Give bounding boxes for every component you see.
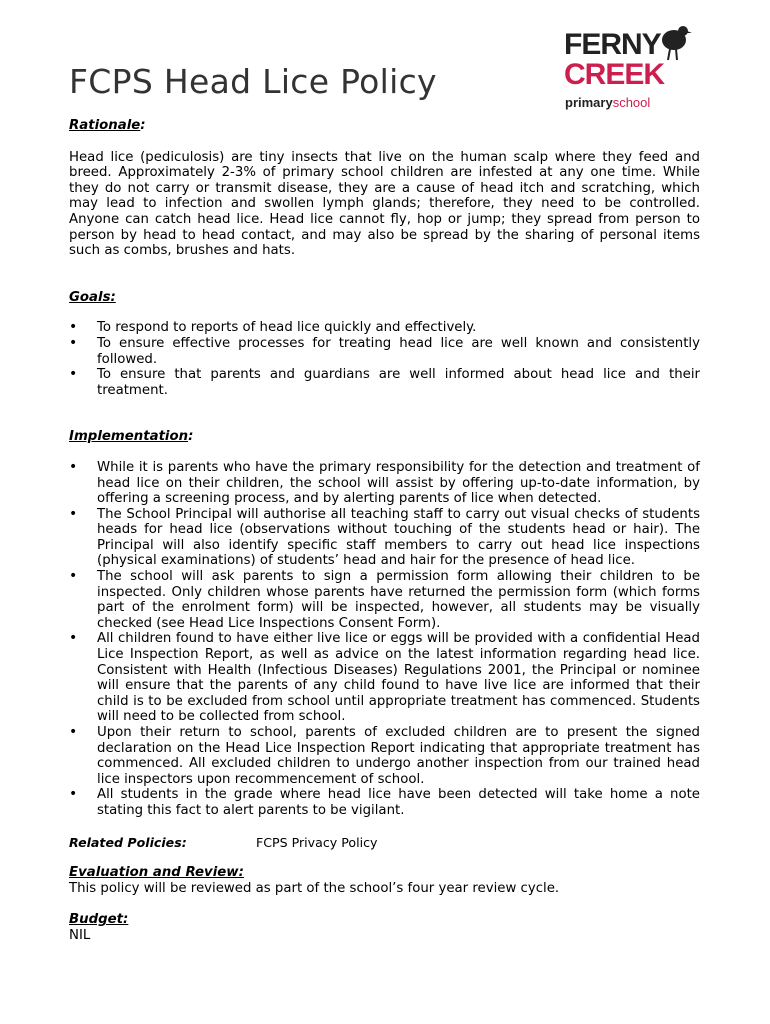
logo-primary: primary xyxy=(565,95,613,110)
school-logo xyxy=(560,18,694,116)
implementation-list xyxy=(69,460,700,819)
evaluation-heading: Evaluation and Review: xyxy=(69,865,244,881)
goals-heading: Goals: xyxy=(69,289,116,305)
list-item: • The School Principal will authorise all teaching staff to carry out visual checks of students heads for head lice (observations without touching of the students head or hair). The Principal will also identify specific staff members to carry out head lice inspections (physical examinations) of students’ head and hair for the presence of head lice. xyxy=(69,507,700,569)
evaluation-text: This policy will be reviewed as part of the school’s four year review cycle. xyxy=(69,880,560,896)
rationale-section xyxy=(69,118,700,259)
goals-section xyxy=(69,290,700,399)
related-policies-value: FCPS Privacy Policy xyxy=(256,834,378,850)
logo-word-ferny: FERNY xyxy=(564,28,661,61)
list-item: • The school will ask parents to sign a permission form allowing their children to be inspected. Only children whose parents have returned the permission form (which forms part of the enrolment form) will be inspected, however, all students may be visually checked (see Head Lice Inspections Consent Form). xyxy=(69,569,700,631)
page-title: FCPS Head Lice Policy xyxy=(69,62,437,101)
implementation-heading: Implementation xyxy=(69,429,189,445)
rationale-text: Head lice (pediculosis) are tiny insects that live on the human scalp where they feed and breed. Approximately 2-3% of primary school children are infested at any one time. While they do not carry or transmit disease, they are a cause of head itch and scratching, which may lead to infection and swollen lymph glands; therefore, they need to be controlled. Anyone can catch head lice. Head lice cannot fly, hop or jump; they spread from person to person by head to head contact, and may also be spread by the sharing of personal items such as combs, brushes and hats. xyxy=(69,149,700,259)
implementation-heading-colon: : xyxy=(188,429,194,445)
list-item: • To respond to reports of head lice quickly and effectively. xyxy=(69,320,700,336)
list-item: • All students in the grade where head lice have been detected will take home a note stating this fact to alert parents to be vigilant. xyxy=(69,787,700,818)
policy-body xyxy=(69,118,700,944)
budget-section xyxy=(69,912,700,943)
list-item: • All children found to have either live lice or eggs will be provided with a confidential Head Lice Inspection Report, as well as advice on the latest information regarding head lice. Consistent with Health (Infectious Diseases) Regulations 2001, the Principal or nominee will ensure that the parents of any child found to have live lice are informed that their child is to be excluded from school until appropriate treatment has commenced. Students will need to be collected from school. xyxy=(69,631,700,725)
logo-school: school xyxy=(612,95,651,110)
list-item: • Upon their return to school, parents of excluded children are to present the signed declaration on the Head Lice Inspection Report indicating that appropriate treatment has commenced. All excluded children to undergo another inspection from our trained head lice inspectors upon recommencement of school. xyxy=(69,725,700,787)
related-policies-row xyxy=(69,835,700,851)
rationale-heading: Rationale xyxy=(69,118,141,133)
logo-word-creek: CREEK xyxy=(564,58,665,91)
related-policies-label: Related Policies: xyxy=(69,834,187,850)
list-item: • While it is parents who have the primary responsibility for the detection and treatment of head lice on their children, the school will assist by offering up-to-date information, by offering a screening process, and by alerting parents of lice when detected. xyxy=(69,460,700,507)
evaluation-section xyxy=(69,865,700,896)
budget-heading: Budget: xyxy=(69,912,129,928)
rationale-heading-colon: : xyxy=(140,118,146,133)
logo-subtitle xyxy=(565,96,650,110)
implementation-section xyxy=(69,429,700,818)
kiwi-bird-icon xyxy=(656,22,692,62)
budget-text: NIL xyxy=(69,927,91,943)
goals-list xyxy=(69,320,700,398)
list-item: • To ensure that parents and guardians are well informed about head lice and their treatment. xyxy=(69,367,700,398)
list-item: • To ensure effective processes for treating head lice are well known and consistently followed. xyxy=(69,336,700,367)
